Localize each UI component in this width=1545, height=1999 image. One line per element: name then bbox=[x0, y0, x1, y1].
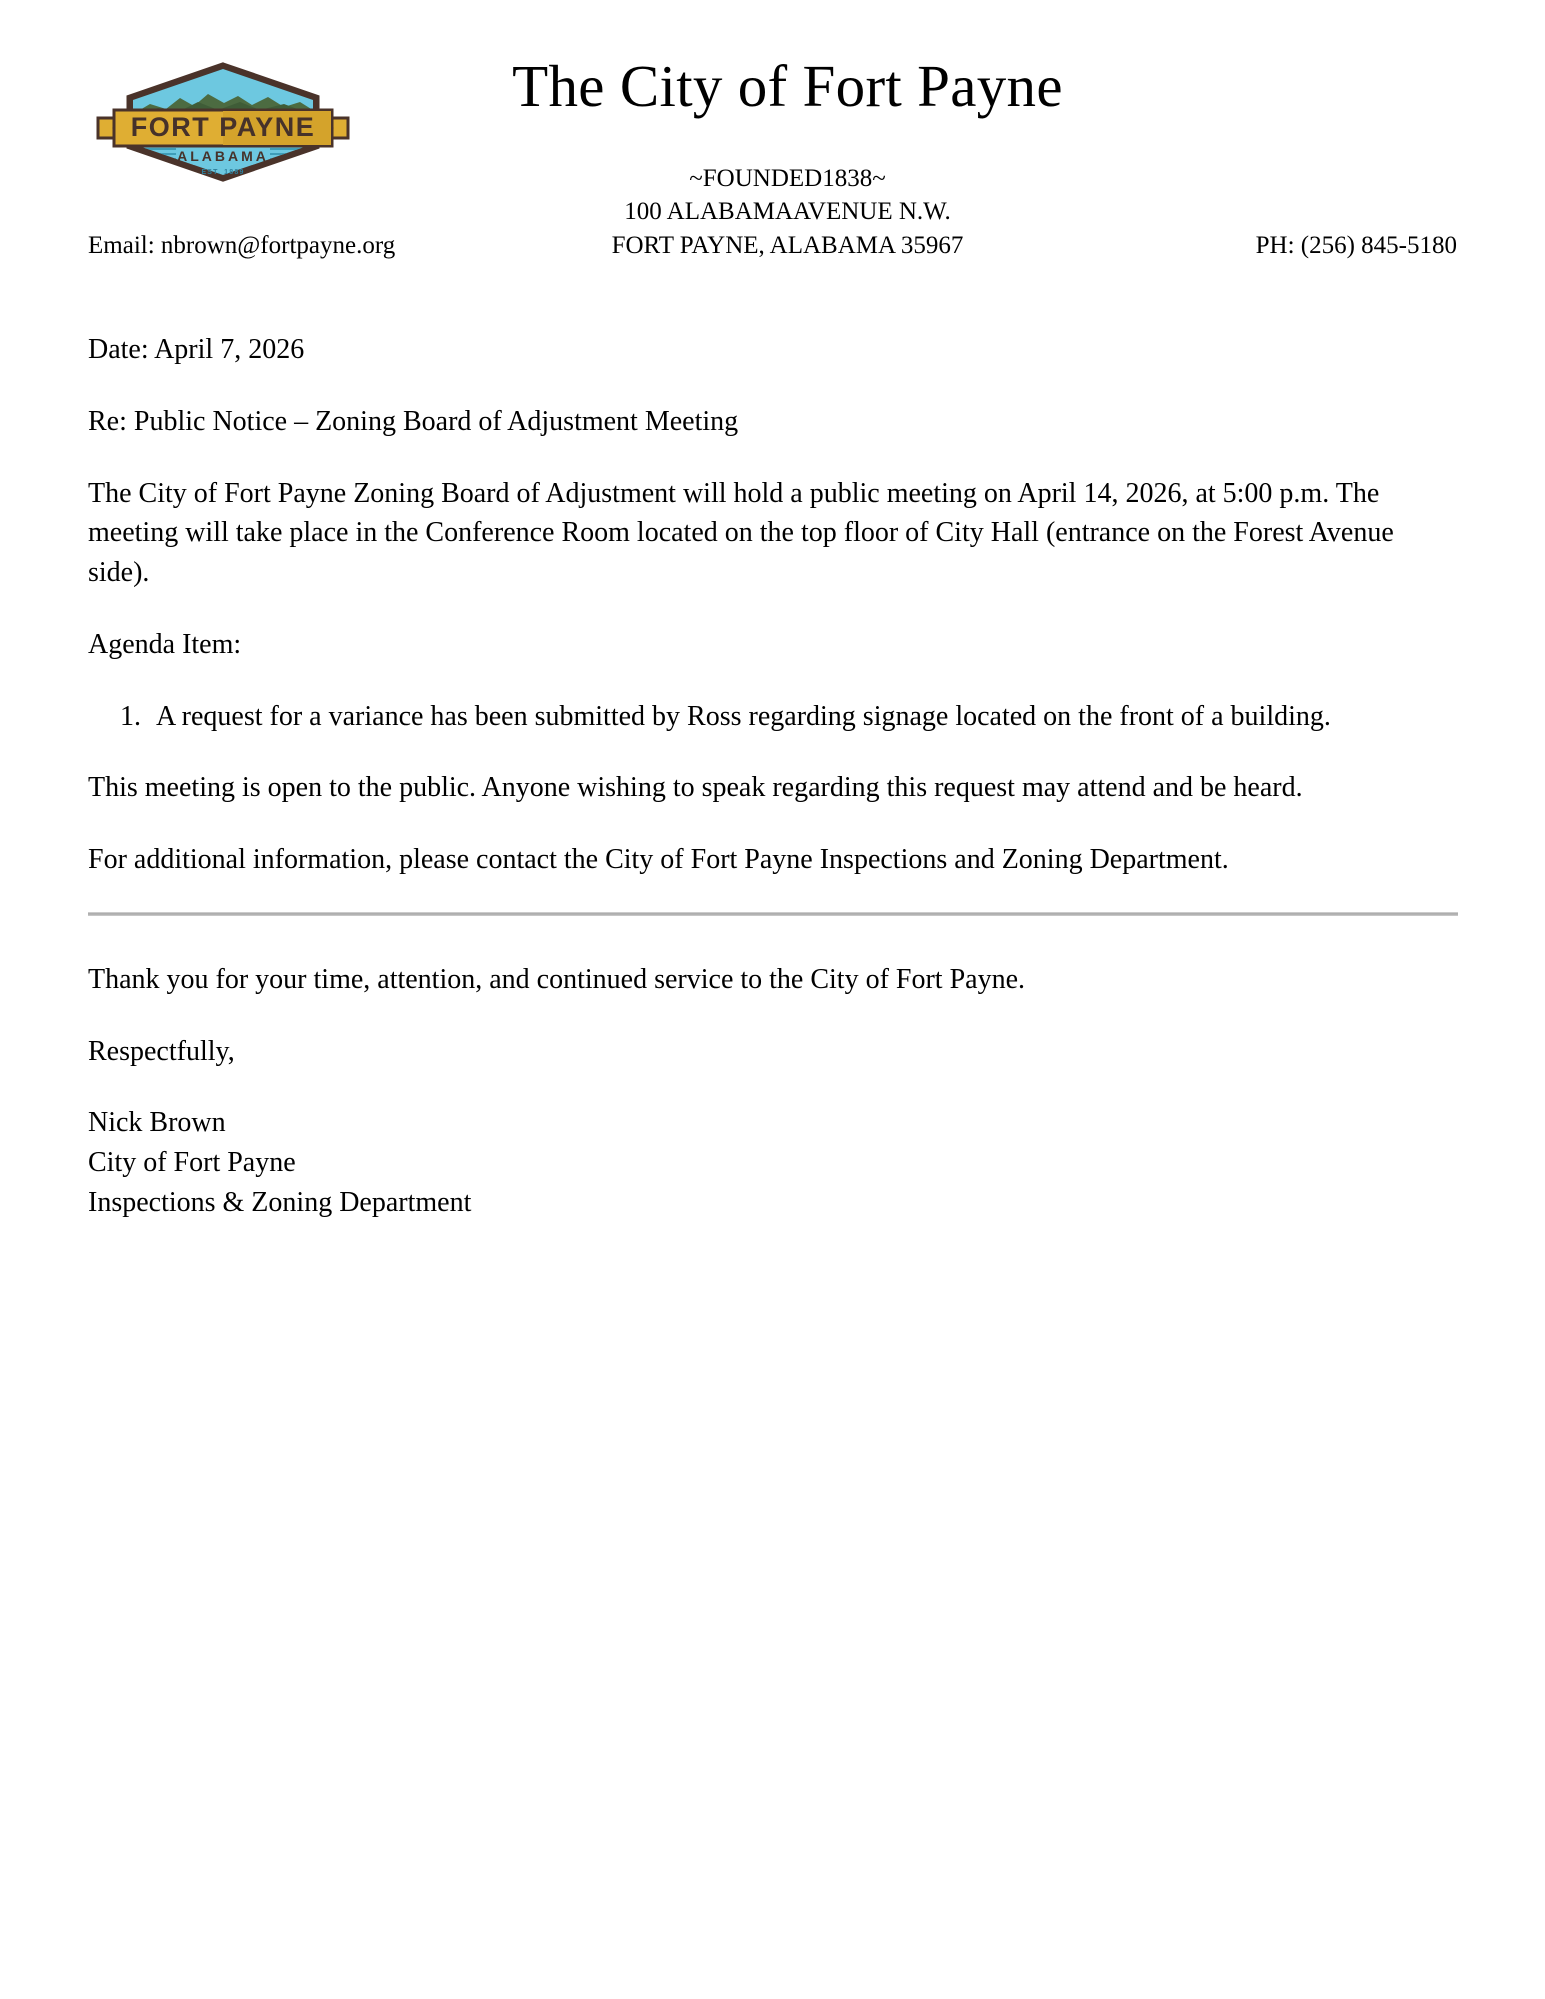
agenda-heading: Agenda Item: bbox=[88, 628, 242, 660]
closing-thanks: Thank you for your time, attention, and continued service to the City of Fort Payne. bbox=[88, 963, 1026, 995]
contact-phone: PH: (256) 845-5180 bbox=[1255, 232, 1457, 259]
section-divider bbox=[88, 912, 1458, 916]
founded-line: ~FOUNDED1838~ bbox=[689, 165, 886, 192]
signer-organization: City of Fort Payne bbox=[88, 1147, 296, 1178]
svg-text:ALABAMA: ALABAMA bbox=[177, 148, 269, 164]
letter-subject: Re: Public Notice – Zoning Board of Adjustment Meeting bbox=[88, 405, 739, 437]
letter-paragraph-2: This meeting is open to the public. Anyone wishing to speak regarding this request may attend and be heard. bbox=[88, 772, 1303, 804]
signer-name: Nick Brown bbox=[88, 1107, 226, 1139]
letter-paragraph-3: For additional information, please contact the City of Fort Payne Inspections and Zoning Department. bbox=[88, 844, 1229, 875]
city-state-zip-line: FORT PAYNE, ALABAMA 35967 bbox=[611, 232, 964, 259]
closing-salutation: Respectfully, bbox=[88, 1035, 235, 1067]
letter-body bbox=[88, 330, 1458, 1223]
letter-paragraph-1: The City of Fort Payne Zoning Board of Adjustment will hold a public meeting on April 14, 2026, at 5:00 p.m. The meeting will take place in the Conference Room located on the top floor of City Hall (entrance on the Forest Avenue side). bbox=[88, 477, 1394, 588]
svg-text:FORT PAYNE: FORT PAYNE bbox=[130, 112, 316, 142]
contact-email: Email: nbrown@fortpayne.org bbox=[88, 232, 396, 259]
signature-block bbox=[88, 1103, 1458, 1222]
list-item: 1. A request for a variance has been submitted by Ross regarding signage located on the front of a building. bbox=[148, 697, 1458, 737]
svg-text:EST. 1889: EST. 1889 bbox=[201, 169, 245, 176]
letter-date: Date: April 7, 2026 bbox=[88, 334, 305, 365]
agenda-item-list bbox=[88, 697, 1458, 737]
organization-title: The City of Fort Payne bbox=[512, 53, 1063, 119]
street-address-line: 100 ALABAMAAVENUE N.W. bbox=[624, 198, 951, 225]
signer-department: Inspections & Zoning Department bbox=[88, 1186, 472, 1218]
letterhead bbox=[0, 0, 1545, 259]
